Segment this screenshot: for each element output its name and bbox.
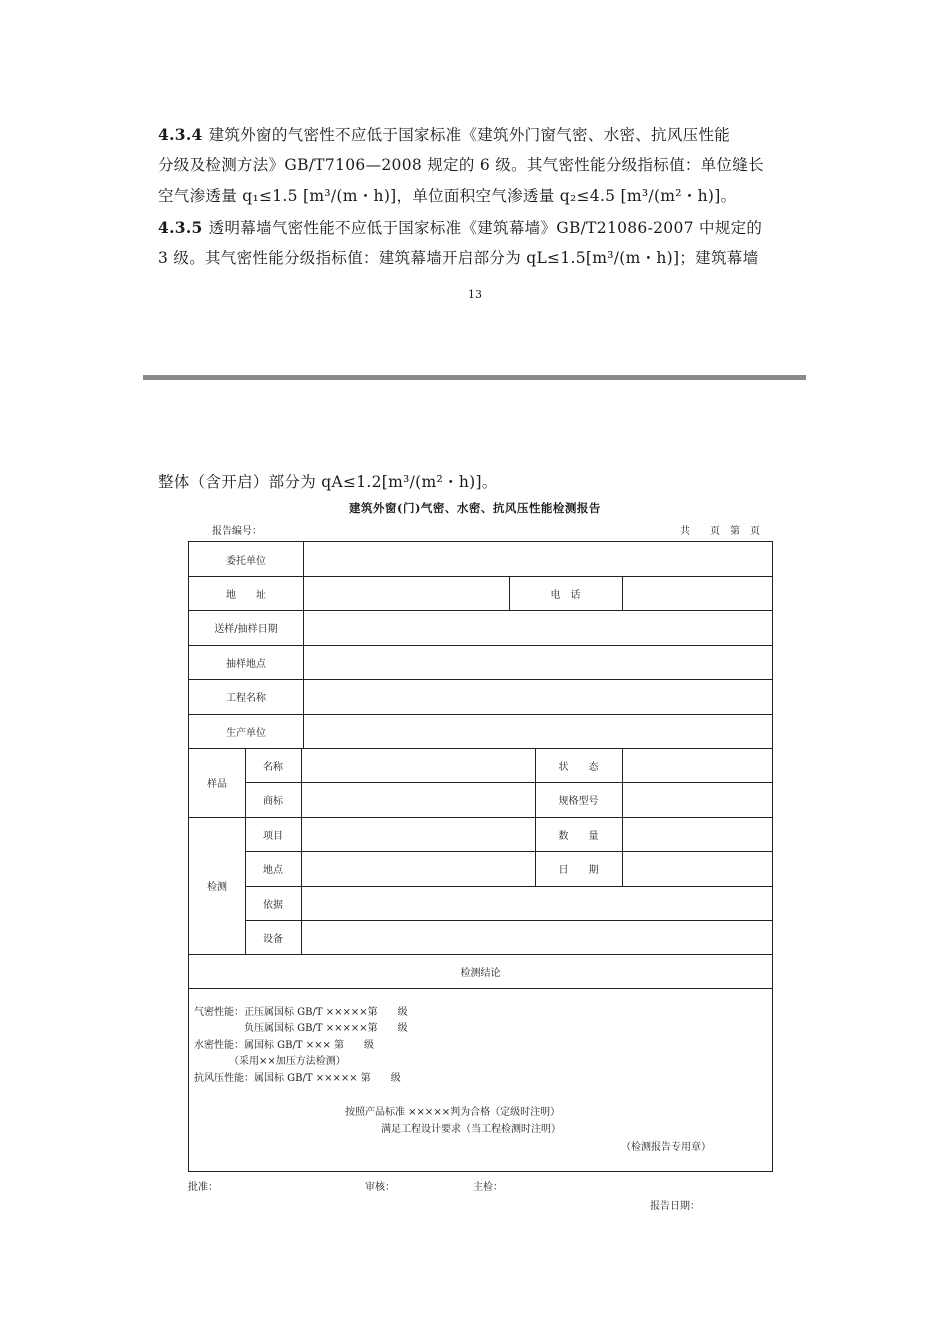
state-label: 状 态 (558, 761, 599, 773)
manufacturer-label: 生产单位 (226, 727, 266, 739)
model-label: 规格型号 (558, 796, 599, 807)
address-label: 地 址 (226, 589, 266, 601)
sample-group-label: 样品 (207, 779, 227, 790)
conclusion-product-standard: 按照产品标准 ×××××判为合格（定级时注明） (345, 1107, 561, 1118)
test-item-label: 项目 (263, 830, 283, 842)
test-location-label: 地点 (263, 865, 283, 876)
inspector-label: 主检： (473, 1182, 503, 1193)
sample-place-label: 抽样地点 (226, 658, 266, 670)
conclusion-wind-pressure: 抗风压性能：属国标 GB/T ××××× 第 级 (194, 1073, 401, 1084)
report-number-label: 报告编号： (212, 526, 262, 537)
test-group-label: 检测 (207, 882, 227, 893)
conclusion-water-method: （采用××加压方法检测） (194, 1056, 346, 1067)
conclusion-airtightness-negative: 负压属国标 GB/T ×××××第 级 (194, 1023, 408, 1034)
conclusion-design-requirement: 满足工程设计要求（当工程检测时注明） (381, 1124, 561, 1135)
test-date-label: 日 期 (558, 865, 599, 876)
client-label: 委托单位 (226, 555, 266, 567)
project-name-label: 工程名称 (226, 693, 266, 704)
report-date-label: 报告日期： (650, 1201, 700, 1212)
page-number: 13 (468, 288, 482, 301)
paragraph-4-3-4-line-2: 分级及检测方法》GB/T7106—2008 规定的 6 级。其气密性能分级指标值：单位缝长 (158, 156, 764, 174)
brand-label: 商标 (263, 796, 283, 807)
conclusion-header: 检测结论 (460, 967, 501, 979)
paragraph-4-3-5-line-1 (158, 212, 798, 244)
conclusion-airtightness-positive: 气密性能：正压属国标 GB/T ×××××第 级 (194, 1007, 408, 1018)
paragraph-4-3-5-line-2: 3 级。其气密性能分级指标值：建筑幕墙开启部分为 qL≤1.5[m³/(m・h)]；建筑幕墙 (158, 249, 759, 267)
phone-label: 电 话 (550, 589, 581, 601)
report-title: 建筑外窗(门)气密、水密、抗风压性能检测报告 (349, 501, 601, 515)
test-basis-label: 依据 (263, 899, 283, 911)
page-count-label: 共 页 第 页 (680, 526, 760, 537)
test-equipment-label: 设备 (263, 933, 283, 945)
sample-date-label: 送样/抽样日期 (214, 624, 278, 635)
paragraph-4-3-4-line-3: 空气渗透量 q₁≤1.5 [m³/(m・h)]，单位面积空气渗透量 q₂≤4.5 [m³/(m²・h)]。 (158, 187, 737, 205)
section-number: 4.3.4 (158, 125, 203, 144)
section-number: 4.3.5 (158, 218, 203, 237)
report-form-table (188, 541, 773, 1172)
paragraph-text: 建筑外窗的气密性不应低于国家标准《建筑外门窗气密、水密、抗风压性能 (208, 126, 731, 144)
paragraph-text: 透明幕墙气密性能不应低于国家标准《建筑幕墙》GB/T21086-2007 中规定的 (208, 219, 763, 237)
page-divider (143, 375, 806, 380)
reviewer-label: 审核： (365, 1182, 395, 1193)
paragraph-4-3-5-line-3: 整体（含开启）部分为 qA≤1.2[m³/(m²・h)]。 (158, 473, 498, 491)
sample-name-label: 名称 (263, 761, 283, 773)
quantity-label: 数 量 (558, 830, 599, 842)
official-seal-note: （检测报告专用章） (621, 1142, 711, 1153)
approver-label: 批准： (188, 1182, 218, 1193)
conclusion-watertightness: 水密性能：属国标 GB/T ××× 第 级 (194, 1040, 375, 1051)
paragraph-4-3-4-line-1 (158, 119, 798, 151)
